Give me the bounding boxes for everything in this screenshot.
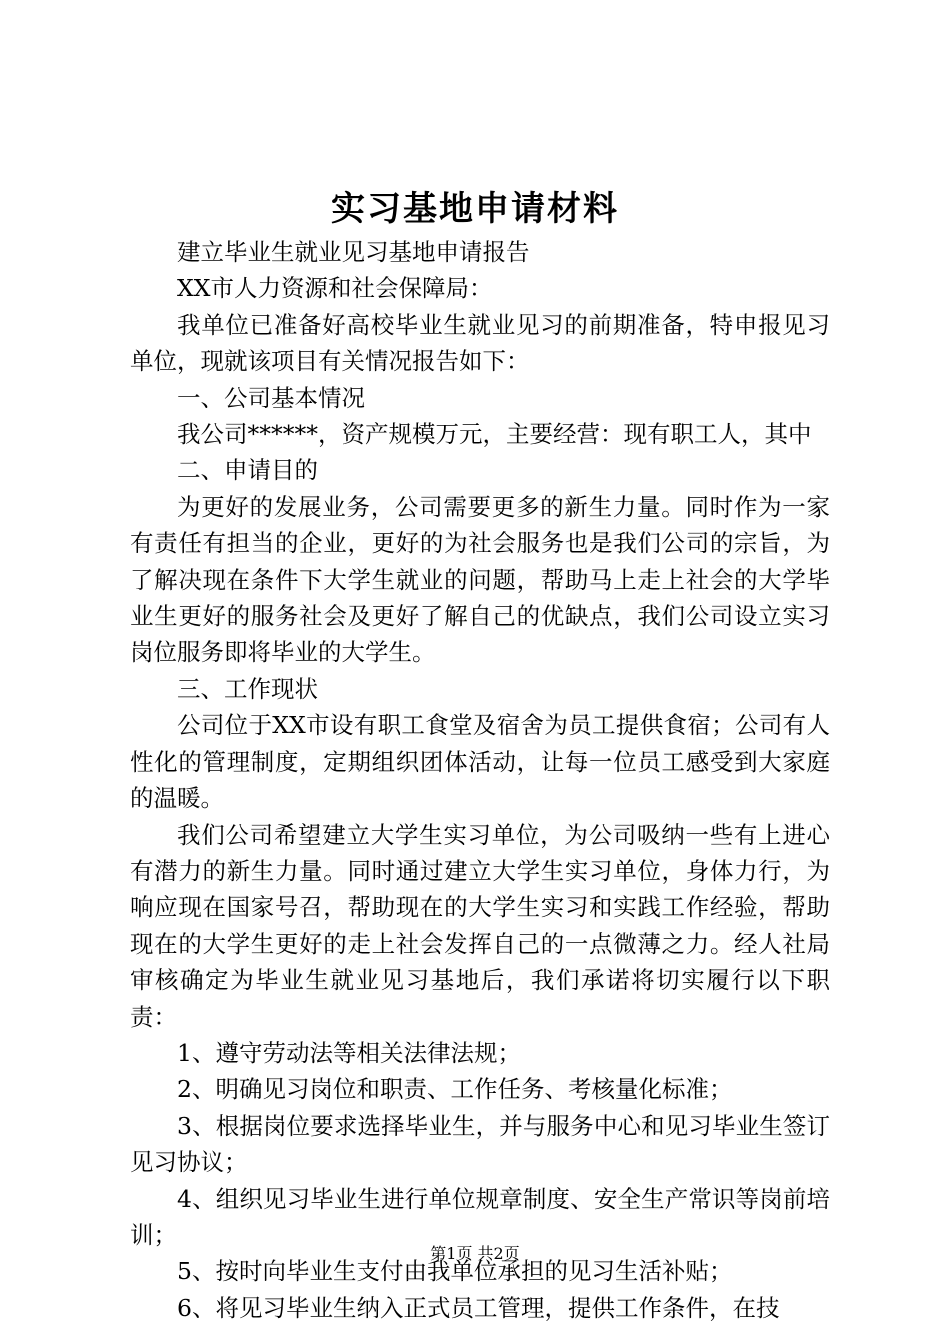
duty-item-3: 3、根据岗位要求选择毕业生，并与服务中心和见习毕业生签订见习协议； [130,1111,830,1177]
report-heading: 建立毕业生就业见习基地申请报告 [177,238,530,266]
recipient-line: XX市人力资源和社会保障局： [177,274,493,303]
section-heading-purpose: 二、申请目的 [177,456,318,485]
duty-item-2: 2、明确见习岗位和职责、工作任务、考核量化标准； [177,1075,733,1104]
purpose-paragraph: 为更好的发展业务，公司需要更多的新生力量。同时作为一家有责任有担当的企业，更好的为社会服务也是我们公司的宗旨，为了解决现在条件下大学生就业的问题，帮助马上走上社会的大学毕业生更好的服务社会及更好了解自己的优缺点，我们公司设立实习岗位服务即将毕业的大学生。 [130,492,830,667]
commitment-paragraph: 我们公司希望建立大学生实习单位，为公司吸纳一些有上进心有潜力的新生力量。同时通过建立大学生实习单位，身体力行，为响应现在国家号召，帮助现在的大学生实习和实践工作经验，帮助现在的大学生更好的走上社会发挥自己的一点微薄之力。经人社局审核确定为毕业生就业见习基地后，我们承诺将切实履行以下职责： [130,820,830,1031]
document-title: 实习基地申请材料 [331,189,619,229]
duty-item-4: 4、组织见习毕业生进行单位规章制度、安全生产常识等岗前培训； [130,1184,830,1249]
duty-item-6: 6、将见习毕业生纳入正式员工管理，提供工作条件，在技 [177,1293,780,1322]
company-info-paragraph: 我公司******，资产规模万元，主要经营：现有职工人，其中 [177,420,812,449]
section-heading-company-info: 一、公司基本情况 [177,383,365,412]
document-body [130,234,830,1326]
status-paragraph: 公司位于XX市设有职工食堂及宿舍为员工提供食宿；公司有人性化的管理制度，定期组织团体活动，让每一位员工感受到大家庭的温暖。 [130,711,830,813]
page-footer: 第1页 共2页 [430,1244,520,1263]
intro-paragraph: 我单位已准备好高校毕业生就业见习的前期准备，特申报见习单位，现就该项目有关情况报告如下： [130,310,830,376]
duty-item-1: 1、遵守劳动法等相关法律法规； [177,1038,521,1067]
duty-item-5: 5、按时向毕业生支付由我单位承担的见习生活补贴； [177,1257,733,1286]
section-heading-status: 三、工作现状 [177,674,318,703]
